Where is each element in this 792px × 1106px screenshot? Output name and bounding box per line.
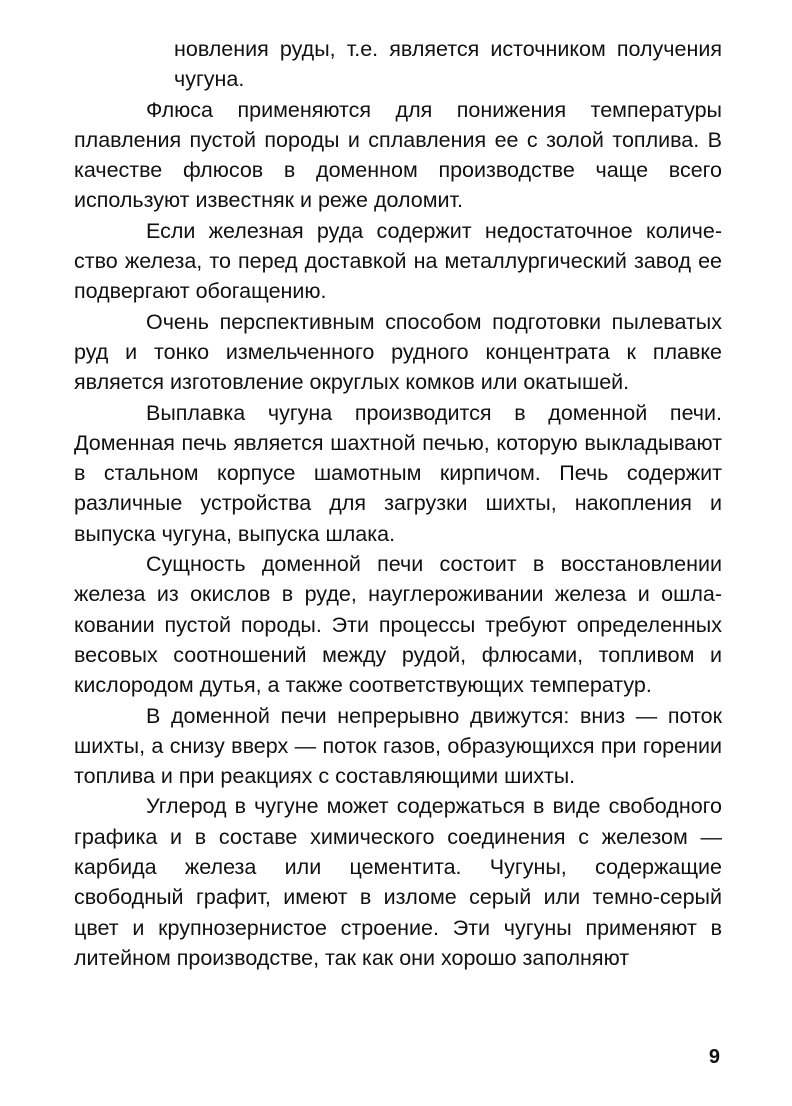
page-text xyxy=(74,34,722,973)
paragraph-furnace-flows: В доменной печи непрерывно движутся: вниз — поток шихты, а снизу вверх — поток газов, образующихся при горении топлива и при реакциях с составляющими шихты. xyxy=(74,703,722,789)
paragraph-pellets: Очень перспективным способом подготовки пылеватых руд и тонко измельченного рудного концентрата к плавке является изготовление округлых комков или окатышей. xyxy=(74,309,722,395)
paragraph-furnace-essence: Сущность доменной печи состоит в восстановлении железа из окислов в руде, науглероживании железа и ошлаковании пустой породы. Эти процессы требуют определенных весовых соотношений между рудой, флюсами, топливом и кислородом дутья, а также соответствующих температур. xyxy=(74,552,722,698)
paragraph-continuation: новления руды, т.е. является источником получения чугуна. xyxy=(174,37,722,92)
paragraph-fluxes: Флюса применяются для понижения температуры плавления пустой породы и сплавления ее с золой топлива. В качестве флюсов в доменном производстве чаще всего используют известняк и реже доломит. xyxy=(74,97,722,213)
paragraph-blast-furnace: Выплавка чугуна производится в доменной печи. Доменная печь является шахтной печью, которую выкладывают в стальном корпусе шамотным кирпичом. Печь содержит различные устройства для загрузки шихты, накопления и выпуска чугуна, выпуска шлака. xyxy=(74,400,722,546)
paragraph-carbon-in-iron: Углерод в чугуне может содержаться в виде свободного графика и в составе химического соединения с железом — карбида железа или цементита. Чугуны, содержащие свободный графит, имеют в изломе серый или темно-серый цвет и крупнозернистое строение. Эти чугуны применяют в литейном производстве, так как они хорошо заполняют xyxy=(74,794,722,970)
page-number: 9 xyxy=(708,1046,720,1068)
paragraph-ore-enrichment: Если железная руда содержит недостаточное количество железа, то перед доставкой на металлургический завод ее подвергают обогащению. xyxy=(74,218,722,304)
